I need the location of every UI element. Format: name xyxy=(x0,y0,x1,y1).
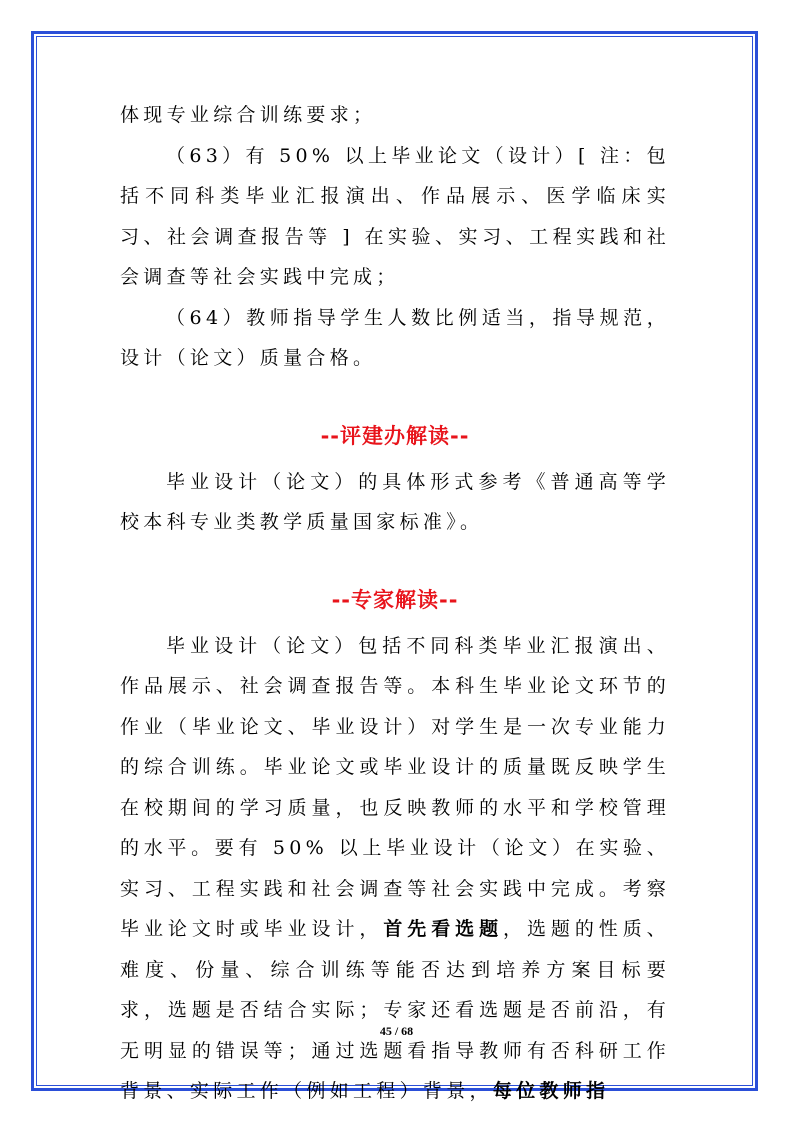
criteria-paragraph-63: （63）有 50% 以上毕业论文（设计）[ 注：包括不同科类毕业汇报演出、作品展示、医学临床实习、社会调查报告等 ] 在实验、实习、工程实践和社会调查等社会实践中完成； xyxy=(120,144,670,288)
spacer xyxy=(120,379,670,416)
page-number: 45 / 68 xyxy=(379,1024,414,1038)
office-interpretation-heading: --评建办解读-- xyxy=(320,423,470,448)
document-body xyxy=(120,95,670,1112)
spacer xyxy=(120,543,670,580)
expert-interpretation-heading: --专家解读-- xyxy=(331,587,459,612)
expert-text-part-2: ，选题的性质、难度、份量、综合训练等能否达到培养方案目标要求，选题是否结合实际；专家还看选题是否前沿，有无明显的错误等；通过选题看指导教师有否科研工作背景、实际工作（例如工程）背景， xyxy=(120,918,670,1102)
expert-text-part-1: 毕业设计（论文）包括不同科类毕业汇报演出、作品展示、社会调查报告等。本科生毕业论文环节的作业（毕业论文、毕业设计）对学生是一次专业能力的综合训练。毕业论文或毕业设计的质量既反映学生在校期间的学习质量，也反映教师的水平和学校管理的水平。要有 50% 以上毕业设计（论文）在实验、实习、工程实践和社会调查等社会实践中完成。考察毕业论文时或毕业设计， xyxy=(120,634,670,940)
expert-emphasis-teacher-guidance: 每位教师指 xyxy=(492,1080,610,1102)
office-interpretation-paragraph: 毕业设计（论文）的具体形式参考《普通高等学校本科专业类教学质量国家标准》。 xyxy=(120,470,670,533)
expert-emphasis-topic-selection: 首先看选题 xyxy=(383,918,504,940)
criteria-paragraph-64: （64）教师指导学生人数比例适当，指导规范，设计（论文）质量合格。 xyxy=(120,306,670,369)
criteria-paragraph-1: 体现专业综合训练要求； xyxy=(120,104,377,126)
